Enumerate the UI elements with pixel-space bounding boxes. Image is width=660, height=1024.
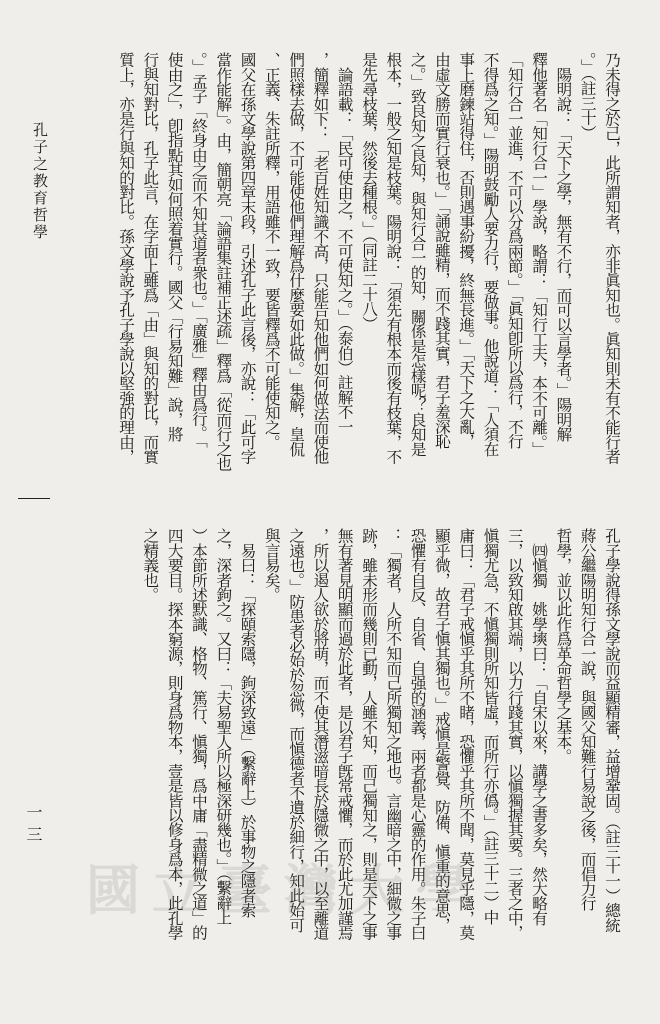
text-column: 根本，一般之知是枝葉。陽明說：「須先有根本而後有枝葉，不 [384, 52, 403, 464]
text-column: 之，深者鉤之。又曰：「夫易聖人所以極深研幾也。」（繫辭上 [214, 528, 233, 924]
text-column: 使由之」，卽指點其如何照着實行。國父「行易知難」說，將 [165, 52, 184, 442]
text-column: 蔣公繼陽明知行合一說，與國父知難行易說之後，而倡力行 [578, 528, 597, 911]
text-column: 論語載：「民可使由之，不可使知之。」（泰伯）註解不一 [335, 52, 354, 434]
upper-text-block [40, 52, 624, 514]
text-column: 庸曰：「君子戒愼乎其所不睹，恐懼乎其所不聞，莫見乎隱，莫 [457, 528, 476, 940]
text-column: 事上磨鍊站得住，否則遇事紛擾，終無長進。」「天下之大亂， [457, 52, 476, 448]
text-column: ㈣愼獨 姚學塽曰：「自宋以來，講學之書多矣，然大略有 [530, 528, 549, 925]
text-column: 由虛文勝而實行衰也。」「誦說雖精，而不踐其實，君子羞深恥 [432, 52, 451, 448]
text-column: 當作能解」。由，簡朝亮「論語集註補正述疏」釋爲「從而行之也 [214, 52, 233, 471]
text-column: ）本節所述默識、格物、篤行、愼獨，爲中庸「盡精微之道」的 [189, 528, 208, 940]
text-column: 。」（註三十） [578, 52, 597, 140]
text-column: 。」孟子「終身由之而不知其道者衆也。」「廣雅」釋由爲行。「 [189, 52, 208, 448]
running-head: 孔子之教育哲學 [31, 122, 49, 241]
text-column: ，簡釋如下：「老百姓知識不高，只能告知他們如何做法而使他 [311, 52, 330, 464]
text-column: 釋他著名「知行合一」學說，略謂：「知行工夫，本不可離。」 [530, 52, 549, 456]
text-column: 恐懼有自反、自省、自强的涵義，兩者都是心靈的作用。朱子曰 [408, 528, 427, 940]
text-column: ，所以遏人欲於將萌，而不使其潛滋暗長於隱微之中，以至離道 [311, 528, 330, 940]
text-column: 質上，亦是行與知的對比。孫文學說予孔子學說以堅強的理由， [117, 52, 136, 464]
text-column: 不得爲之知。」陽明鼓勵人要力行，要做事。他說道：「人須在 [481, 52, 500, 456]
text-column: 、正義、朱註所釋，用語雖不一致，要皆釋爲不可能使知之。 [262, 52, 281, 449]
text-column: 與言易矣。 [262, 528, 281, 602]
text-column: 三，以致知啟其端，以力行踐其實，以愼獨握其要。三者之中， [505, 528, 524, 940]
library-watermark: 國立臺灣大學 [86, 858, 482, 922]
text-column: 愼獨尤急，不愼獨則所知皆虛，而所行亦僞。」（註三十二）中 [481, 528, 500, 924]
text-column: 之精義也。 [141, 528, 160, 602]
text-column: 跡，雖未形而幾則已動，人雖不知，而己獨知之，則是天下之事 [360, 528, 379, 940]
text-column: 無有著見明顯而過於此者，是以君子旣常戒懼，而於此尤加謹焉 [335, 528, 354, 940]
text-column: 四大要目。探本窮源，則身爲物本，壹是皆以修身爲本，此孔學 [165, 528, 184, 940]
text-column: 國父在孫文學說第四章末段，引述孔子此言後，亦說：「此可字 [238, 52, 257, 464]
text-column: 哲學，並以此作爲革命哲學之基本。 [554, 528, 573, 764]
text-column: 之遠也。」防患者必始於忽微，而愼德者不遺於細行，知此始可 [287, 528, 306, 932]
text-column: 顯乎微，故君子愼其獨也。」戒愼是警覺、防備、愼重的意思， [432, 528, 451, 932]
page-number: 一三 [24, 804, 43, 848]
text-column: 乃未得之於己，此所謂知者，亦非眞知也。眞知則未有不能行者 [603, 52, 621, 464]
text-column: 陽明說：「天下之學，無有不行，而可以言學者。」陽明解 [554, 52, 573, 442]
text-column: 之。」致良知之良知，與知行合一的知，關係是怎樣呢？良知是 [408, 52, 427, 456]
text-column: 是先尋枝葉，然後去種根。」（同註二十八） [360, 52, 379, 331]
text-column: 行與知對比，孔子此言，在字面上雖爲「由」與知的對比，而實 [141, 52, 160, 464]
text-column: 「知行合一並進，不可以分爲兩節。」「眞知卽所以爲行，不行 [505, 52, 524, 448]
text-column: 們照樣去做，不可能使他們理解爲什麼要如此做。」集解，皇侃 [287, 52, 306, 456]
text-column: 易曰：「探頤索隱，鉤深致遠」（繫辭上）於事物之隱者索 [238, 528, 257, 918]
text-column: ：「獨者，人所不知而己所獨知之地也。言幽暗之中，細微之事 [384, 528, 403, 940]
text-column: 孔子學說得孫文學說而益顯精審，益增鞏固。（註三十一）總統 [603, 528, 621, 932]
section-divider [18, 498, 50, 499]
